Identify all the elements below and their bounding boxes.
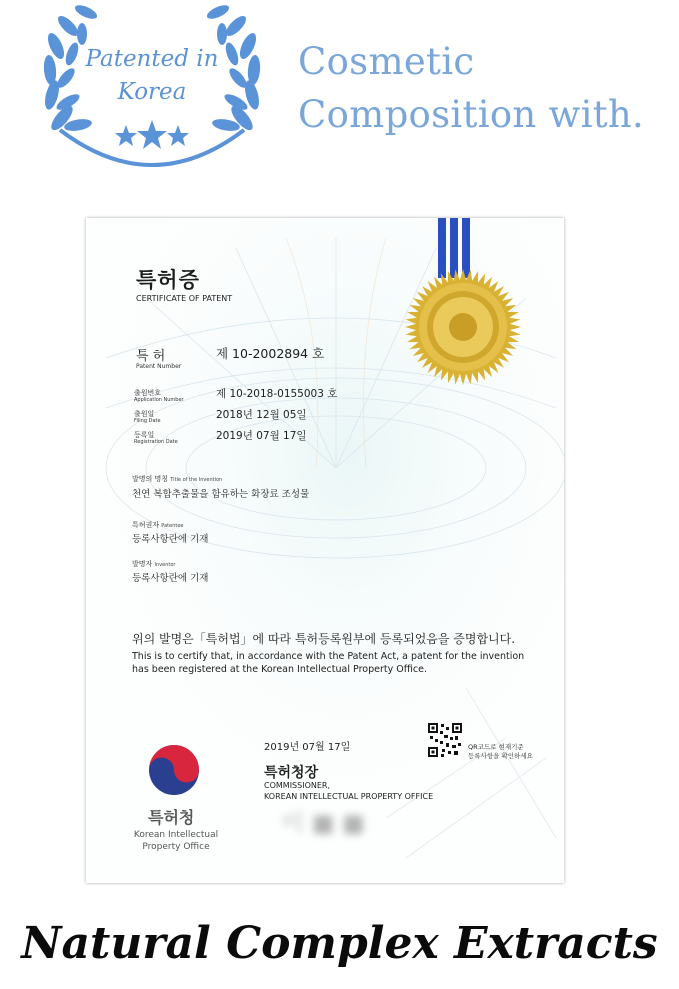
invention-label-en: Title of the Invention — [170, 477, 223, 483]
patent-number-label-en: Patent Number — [136, 363, 182, 370]
blurred-signature: 이 ■ ■ — [281, 809, 365, 837]
invention-label — [132, 474, 222, 484]
filing-label: 출원일 — [134, 410, 155, 418]
statement-korean: 위의 발명은「특허법」에 따라 특허등록원부에 등록되었음을 증명합니다. — [132, 632, 516, 646]
badge-line-1: Patented in — [85, 46, 219, 72]
statement-english-1: This is to certify that, in accordance with the Patent Act, a patent for the invention — [132, 651, 525, 662]
application-number-value: 제 10-2018-0155003 호 — [216, 388, 338, 400]
taegeuk-logo-icon — [148, 744, 200, 796]
registration-label-en: Registration Date — [134, 439, 178, 445]
invention-title-value: 천연 복합추출물을 함유하는 화장료 조성물 — [132, 489, 310, 500]
commissioner-korean: 특허청장 — [264, 765, 319, 781]
registration-label: 등록일 — [134, 431, 155, 439]
badge-line-2: Korea — [117, 79, 187, 105]
issue-date: 2019년 07월 17일 — [264, 742, 351, 753]
agency-english-1: Korean Intellectual — [133, 830, 219, 840]
inventor-label-en: Inventor — [154, 562, 176, 568]
inventor-label-ko: 발명자 — [132, 560, 153, 568]
filing-label-en: Filing Date — [134, 418, 161, 424]
agency-english-2: Property Office — [142, 842, 210, 852]
patentee-label-ko: 특허권자 — [132, 521, 160, 529]
title-korean: 특허증 — [136, 268, 200, 292]
application-label-en: Application Number — [134, 397, 184, 403]
inventor-label — [132, 559, 175, 569]
qr-note-1: QR코드로 현재기준 — [468, 743, 524, 751]
patentee-value: 등록사항란에 기재 — [132, 534, 209, 545]
registration-date-value: 2019년 07월 17일 — [216, 430, 307, 442]
patentee-label-en: Patentee — [161, 523, 184, 529]
patent-number-label: 특 허 — [136, 349, 166, 364]
headline-line-1: Cosmetic — [298, 40, 475, 83]
qr-note-2: 등록사항을 확인하세요 — [468, 752, 533, 760]
patentee-label — [132, 520, 183, 530]
headline-line-2: Composition with. — [298, 93, 645, 136]
filing-date-value: 2018년 12월 05일 — [216, 409, 307, 421]
patent-badge — [22, 0, 282, 185]
inventor-value: 등록사항란에 기재 — [132, 573, 209, 584]
agency-korean: 특허청 — [148, 808, 195, 827]
statement-english-2: has been registered at the Korean Intellectual Property Office. — [132, 664, 427, 675]
commissioner-english-1: COMMISSIONER, — [264, 781, 330, 790]
commissioner-english-2: KOREAN INTELLECTUAL PROPERTY OFFICE — [264, 792, 434, 801]
application-label: 출원번호 — [134, 389, 162, 397]
patent-number-value: 제 10-2002894 호 — [216, 346, 325, 361]
bottom-title: Natural Complex Extracts — [21, 918, 658, 969]
title-english: CERTIFICATE OF PATENT — [136, 294, 233, 303]
qr-code-icon — [428, 723, 462, 757]
patent-certificate — [86, 218, 564, 883]
invention-label-ko: 발명의 명칭 — [132, 475, 169, 483]
gold-seal-icon — [404, 268, 522, 386]
